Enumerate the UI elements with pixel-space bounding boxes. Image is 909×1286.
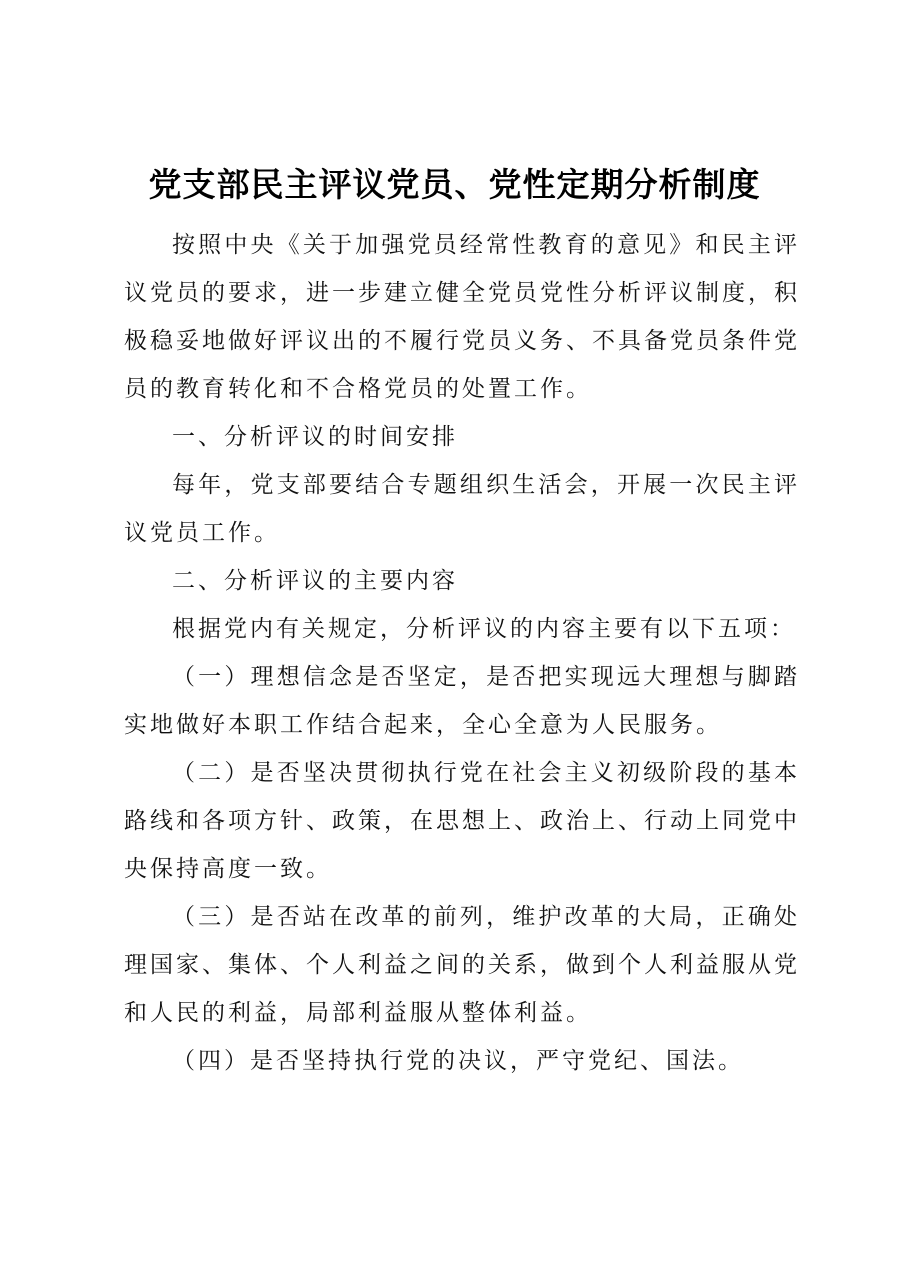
section-1-paragraph: 每年，党支部要结合专题组织生活会，开展一次民主评议党员工作。 <box>124 472 800 546</box>
content-item-1: （一）理想信念是否坚定，是否把实现远大理想与脚踏实地做好本职工作结合起来，全心全意为人民服务。 <box>124 664 800 738</box>
content-item-3: （三）是否站在改革的前列，维护改革的大局，正确处理国家、集体、个人利益之间的关系，做到个人利益服从党和人民的利益，局部利益服从整体利益。 <box>124 904 800 1026</box>
document-body <box>124 221 800 1085</box>
document-title: 党支部民主评议党员、党性定期分析制度 <box>148 165 761 204</box>
section-2-intro-paragraph: 根据党内有关规定，分析评议的内容主要有以下五项： <box>172 616 796 642</box>
section-heading-2: 二、分析评议的主要内容 <box>172 568 458 594</box>
content-item-4: （四）是否坚持执行党的决议，严守党纪、国法。 <box>172 1048 744 1074</box>
content-item-2: （二）是否坚决贯彻执行党在社会主义初级阶段的基本路线和各项方针、政策，在思想上、政治上、行动上同党中央保持高度一致。 <box>124 760 800 882</box>
section-heading-1: 一、分析评议的时间安排 <box>172 424 458 450</box>
intro-paragraph: 按照中央《关于加强党员经常性教育的意见》和民主评议党员的要求，进一步建立健全党员党性分析评议制度，积极稳妥地做好评议出的不履行党员义务、不具备党员条件党员的教育转化和不合格党员的处置工作。 <box>124 232 800 402</box>
